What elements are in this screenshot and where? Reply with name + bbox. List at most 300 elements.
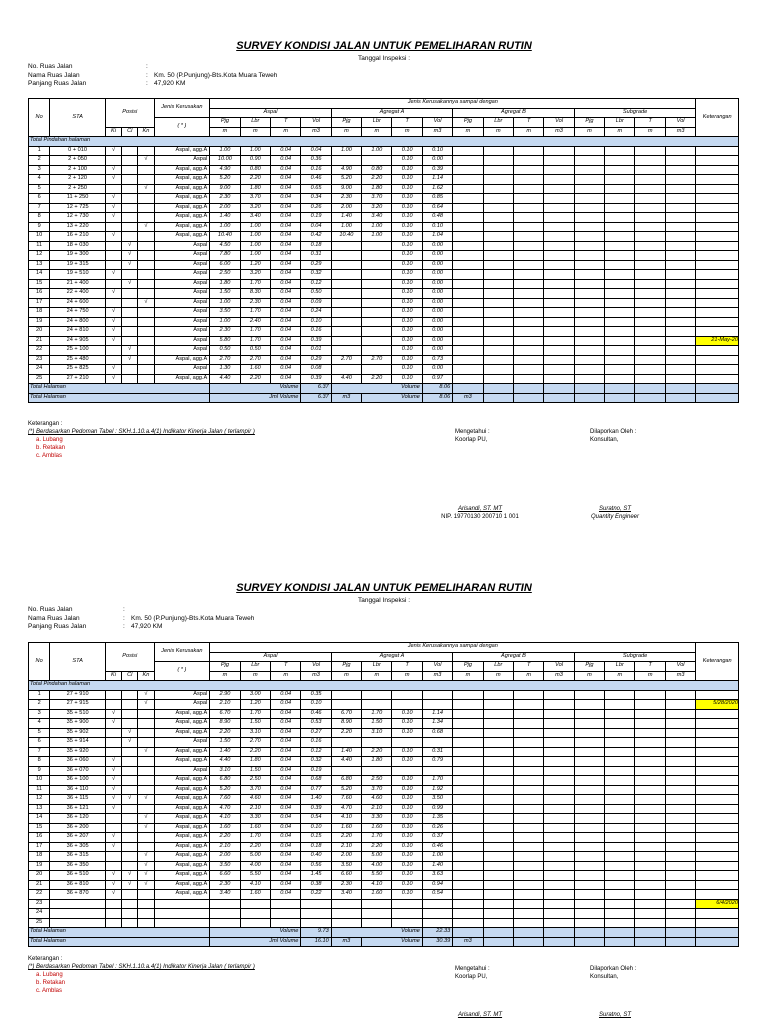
table-cell: 0.10: [392, 365, 422, 375]
table-cell: [453, 852, 483, 862]
table-cell: [105, 861, 121, 871]
table-row: [29, 776, 739, 786]
table-row: [29, 766, 739, 776]
table-cell: [574, 852, 604, 862]
table-cell: [574, 842, 604, 852]
table-cell: 0.10: [392, 241, 422, 251]
table-cell: [574, 918, 604, 928]
table-cell: [453, 776, 483, 786]
table-cell: 11: [29, 241, 50, 251]
koorlap-label: Koorlap PU,: [455, 974, 488, 980]
table-cell: 0.10: [392, 279, 422, 289]
table-cell: 36 + 120: [50, 814, 106, 824]
table-cell: 1.50: [210, 289, 240, 299]
table-cell: 10: [29, 776, 50, 786]
table-cell: 10.40: [331, 232, 361, 242]
table-cell: 0.04: [270, 156, 300, 166]
table-cell: [696, 814, 739, 824]
table-cell: 1.80: [210, 279, 240, 289]
table-cell: 0.04: [270, 365, 300, 375]
subcol-aspal-t: T: [270, 662, 300, 672]
table-cell: √: [138, 747, 154, 757]
table-cell: 2.20: [210, 833, 240, 843]
total-pindahan-label: Total Pindahan halaman: [29, 681, 739, 691]
table-cell: 1.80: [362, 184, 392, 194]
group-aspal: Aspal: [210, 652, 332, 662]
table-cell: [574, 728, 604, 738]
table-cell: 1.50: [240, 766, 270, 776]
table-cell: [665, 785, 696, 795]
table-cell: Aspal, agg.A: [154, 842, 210, 852]
posisi-cl: Cl: [122, 671, 138, 681]
table-cell: [422, 690, 452, 700]
table-cell: 6.60: [331, 871, 361, 881]
table-cell: 5.50: [362, 871, 392, 881]
table-cell: 2.40: [240, 317, 270, 327]
nama-ruas-label: Nama Ruas Jalan: [28, 614, 80, 622]
table-cell: [574, 833, 604, 843]
table-cell: [665, 861, 696, 871]
reporter-block: [590, 965, 636, 981]
table-cell: [453, 700, 483, 710]
table-cell: [122, 842, 138, 852]
table-cell: 2.00: [331, 203, 361, 213]
table-cell: [513, 880, 543, 890]
table-cell: 0.00: [422, 156, 452, 166]
table-cell: 0.04: [270, 833, 300, 843]
table-cell: 0.37: [422, 833, 452, 843]
table-cell: 19 + 315: [50, 260, 106, 270]
no-ruas-label: No. Ruas Jalan: [28, 606, 73, 613]
table-cell: [635, 890, 665, 900]
subcol-aspal-pjg: Pjg: [210, 662, 240, 672]
table-cell: [635, 795, 665, 805]
table-cell: 2.10: [240, 804, 270, 814]
table-cell: 0.00: [422, 336, 452, 346]
table-cell: 0.48: [422, 213, 452, 223]
subcol-agregat-a-pjg: Pjg: [331, 118, 361, 128]
table-cell: 4.10: [210, 814, 240, 824]
table-cell: Aspal: [154, 365, 210, 375]
unit-agregat-a-pjg: m: [331, 671, 361, 681]
unit-m3: m3: [331, 937, 361, 947]
table-cell: 0.10: [392, 852, 422, 862]
table-cell: 0.10: [392, 871, 422, 881]
table-cell: [665, 766, 696, 776]
table-cell: [105, 899, 121, 909]
mengetahui-label: Mengetahui :: [455, 966, 490, 972]
table-cell: 1.60: [240, 823, 270, 833]
table-cell: 1.04: [422, 232, 452, 242]
jml-volume-agregat: 8.06: [422, 393, 452, 403]
table-cell: 15: [29, 823, 50, 833]
table-cell: 1.50: [240, 719, 270, 729]
table-cell: [513, 776, 543, 786]
table-cell: 1.20: [240, 700, 270, 710]
table-cell: √: [105, 719, 121, 729]
table-cell: Aspal: [154, 251, 210, 261]
table-cell: [105, 814, 121, 824]
table-cell: 0.10: [392, 795, 422, 805]
table-cell: [513, 842, 543, 852]
table-cell: 2.10: [210, 700, 240, 710]
table-cell: 0.16: [301, 738, 331, 748]
table-cell: Aspal, agg.A: [154, 890, 210, 900]
table-cell: [483, 909, 513, 919]
table-cell: 1.00: [362, 146, 392, 156]
table-cell: √: [105, 833, 121, 843]
table-cell: 17: [29, 842, 50, 852]
subcol-agregat-a-pjg: Pjg: [331, 662, 361, 672]
table-cell: Aspal: [154, 327, 210, 337]
table-cell: √: [105, 327, 121, 337]
table-cell: 1.20: [240, 260, 270, 270]
unit-agregat-a-lbr: m: [362, 127, 392, 137]
table-cell: [362, 700, 392, 710]
table-cell: [574, 814, 604, 824]
table-cell: 0.10: [392, 842, 422, 852]
table-cell: [544, 880, 574, 890]
table-cell: 2.20: [362, 175, 392, 185]
table-cell: Aspal, agg.A: [154, 861, 210, 871]
table-cell: [331, 918, 361, 928]
table-cell: 24 + 905: [50, 336, 106, 346]
table-cell: 1.70: [240, 279, 270, 289]
table-cell: √: [138, 795, 154, 805]
table-cell: 1.70: [240, 336, 270, 346]
table-cell: [422, 766, 452, 776]
table-cell: 0.10: [392, 355, 422, 365]
posisi-kn: Kn: [138, 671, 154, 681]
table-cell: [122, 757, 138, 767]
table-cell: [635, 719, 665, 729]
table-cell: 1.00: [240, 241, 270, 251]
table-cell: 2.70: [240, 738, 270, 748]
table-cell: [665, 909, 696, 919]
table-cell: [122, 776, 138, 786]
table-cell: 0.19: [301, 766, 331, 776]
table-cell: 4.10: [362, 880, 392, 890]
table-cell: √: [105, 871, 121, 881]
table-cell: [362, 738, 392, 748]
table-cell: 0.04: [270, 241, 300, 251]
table-cell: √: [105, 776, 121, 786]
table-cell: √: [122, 241, 138, 251]
table-cell: [635, 842, 665, 852]
table-cell: Aspal: [154, 241, 210, 251]
posisi-ki: Ki: [105, 671, 121, 681]
table-cell: [635, 814, 665, 824]
table-cell: 0.27: [301, 728, 331, 738]
table-cell: Aspal: [154, 308, 210, 318]
approver-nip: NIP. 19770130 200710 1 001: [441, 514, 519, 520]
table-cell: [696, 766, 739, 776]
subcol-subgrade-lbr: Lbr: [605, 662, 635, 672]
unit-agregat-a-lbr: m: [362, 671, 392, 681]
table-cell: 1.60: [240, 890, 270, 900]
table-cell: [544, 937, 574, 947]
table-cell: [483, 833, 513, 843]
table-cell: 0.34: [301, 194, 331, 204]
table-cell: √: [105, 709, 121, 719]
table-cell: 4.90: [210, 165, 240, 175]
table-cell: [154, 918, 210, 928]
koorlap-label: Koorlap PU,: [455, 437, 488, 443]
unit-agregat-b-vol: m3: [544, 671, 574, 681]
table-cell: [574, 804, 604, 814]
table-cell: Aspal, agg.A: [154, 871, 210, 881]
table-cell: 0.04: [270, 728, 300, 738]
table-cell: 0.68: [301, 776, 331, 786]
table-cell: 9: [29, 222, 50, 232]
subcol-aspal-lbr: Lbr: [240, 662, 270, 672]
mengetahui-label: Mengetahui :: [455, 429, 490, 435]
subcol-subgrade-vol: Vol: [665, 118, 696, 128]
table-cell: 2 + 050: [50, 156, 106, 166]
table-cell: 0.32: [301, 270, 331, 280]
table-cell: [544, 804, 574, 814]
dilaporkan-label: Dilaporkan Oleh :: [590, 429, 637, 435]
table-cell: 27 + 910: [50, 690, 106, 700]
subcol-aspal-lbr: Lbr: [240, 118, 270, 128]
table-cell: 1.00: [362, 232, 392, 242]
unit-agregat-a-vol: m3: [422, 127, 452, 137]
table-cell: [635, 785, 665, 795]
table-cell: [544, 757, 574, 767]
table-cell: [392, 766, 422, 776]
group-agregat-b: Agregat B: [453, 108, 575, 118]
table-cell: [696, 757, 739, 767]
table-cell: 1.70: [240, 327, 270, 337]
table-cell: √: [122, 260, 138, 270]
total-halaman-label: Total Halaman: [29, 384, 210, 394]
table-cell: 0.04: [301, 222, 331, 232]
table-cell: [696, 804, 739, 814]
table-cell: [665, 728, 696, 738]
table-cell: [513, 795, 543, 805]
table-cell: 1.70: [240, 833, 270, 843]
table-cell: [605, 871, 635, 881]
table-cell: [331, 766, 361, 776]
table-cell: 0.00: [422, 298, 452, 308]
table-cell: 12 + 730: [50, 213, 106, 223]
table-cell: [483, 861, 513, 871]
table-cell: [665, 890, 696, 900]
table-cell: 5.20: [210, 785, 240, 795]
konsultan-label: Konsultan,: [590, 437, 619, 443]
table-cell: 2.50: [210, 270, 240, 280]
unit-subgrade-lbr: m: [605, 671, 635, 681]
table-cell: 0.10: [392, 232, 422, 242]
col-jenis: Jenis Kerusakan: [154, 99, 210, 118]
table-cell: 0.00: [422, 317, 452, 327]
table-cell: 5.00: [362, 852, 392, 862]
table-cell: 0.10: [392, 308, 422, 318]
table-cell: [544, 842, 574, 852]
table-cell: 36 + 315: [50, 852, 106, 862]
table-cell: 2.00: [210, 203, 240, 213]
table-cell: 0.04: [270, 747, 300, 757]
table-cell: 0.04: [270, 308, 300, 318]
table-cell: [635, 747, 665, 757]
legend-retakan: b. Retakan: [36, 980, 66, 986]
table-cell: 0.10: [301, 317, 331, 327]
table-cell: [138, 899, 154, 909]
table-cell: [696, 776, 739, 786]
table-cell: [105, 728, 121, 738]
table-cell: 36 + 100: [50, 776, 106, 786]
table-row: [29, 852, 739, 862]
table-cell: 1.40: [210, 213, 240, 223]
table-row: [29, 804, 739, 814]
total-pindahan-row: [29, 681, 739, 691]
unit-agregat-b-t: m: [513, 127, 543, 137]
table-cell: √: [105, 785, 121, 795]
table-cell: [696, 871, 739, 881]
total-volume-aspal: 6.37: [301, 384, 331, 394]
table-cell: 6.70: [331, 709, 361, 719]
table-cell: [635, 880, 665, 890]
table-cell: 5.80: [210, 336, 240, 346]
table-row: [29, 719, 739, 729]
table-cell: Aspal, agg.A: [154, 814, 210, 824]
table-cell: 1.70: [362, 833, 392, 843]
table-row: [29, 861, 739, 871]
table-cell: 1.80: [362, 757, 392, 767]
table-cell: 0.50: [240, 346, 270, 356]
table-cell: [574, 785, 604, 795]
table-cell: [544, 909, 574, 919]
table-cell: 19 + 300: [50, 251, 106, 261]
table-cell: Aspal: [154, 289, 210, 299]
table-cell: Aspal, agg.A: [154, 203, 210, 213]
table-cell: 24: [29, 365, 50, 375]
approver-block: [455, 965, 490, 981]
subcol-subgrade-vol: Vol: [665, 662, 696, 672]
subcol-agregat-a-t: T: [392, 662, 422, 672]
col-jenis-sampai: Jenis Kerusakannya sampai dengan: [210, 99, 696, 109]
table-cell: 25 + 100: [50, 346, 106, 356]
table-cell: 0.04: [270, 279, 300, 289]
table-cell: √: [138, 156, 154, 166]
table-cell: [138, 719, 154, 729]
table-cell: [138, 709, 154, 719]
total-volume-agregat: 22.33: [422, 928, 452, 938]
table-cell: √: [105, 757, 121, 767]
table-cell: 0.10: [392, 260, 422, 270]
table-cell: [513, 766, 543, 776]
table-cell: Aspal, agg.A: [154, 374, 210, 384]
table-cell: Aspal, agg.A: [154, 785, 210, 795]
table-cell: 0.04: [270, 719, 300, 729]
table-cell: 0.22: [301, 890, 331, 900]
table-cell: 0.10: [392, 317, 422, 327]
subcol-agregat-a-lbr: Lbr: [362, 662, 392, 672]
table-cell: [138, 842, 154, 852]
table-cell: 4: [29, 175, 50, 185]
page-title: SURVEY KONDISI JALAN UNTUK PEMELIHARAN RUTIN: [236, 582, 532, 594]
table-cell: [605, 766, 635, 776]
table-cell: 0.19: [301, 213, 331, 223]
table-cell: 1.14: [422, 175, 452, 185]
table-cell: 3.30: [362, 814, 392, 824]
colon: :: [146, 71, 148, 79]
table-cell: 3.40: [240, 213, 270, 223]
table-cell: 0.00: [422, 241, 452, 251]
table-cell: √: [122, 251, 138, 261]
table-cell: 0.00: [422, 365, 452, 375]
table-cell: Aspal, agg.A: [154, 747, 210, 757]
subcol-agregat-b-t: T: [513, 662, 543, 672]
group-agregat-a: Agregat A: [331, 652, 453, 662]
table-cell: [696, 709, 739, 719]
table-cell: √: [105, 203, 121, 213]
table-cell: [544, 833, 574, 843]
table-cell: 2.30: [210, 880, 240, 890]
posisi-kn: Kn: [138, 127, 154, 137]
table-cell: 3.50: [210, 861, 240, 871]
total-halaman-label: Total Halaman: [29, 393, 210, 403]
table-cell: [513, 937, 543, 947]
table-cell: 17: [29, 298, 50, 308]
table-cell: 1.35: [422, 814, 452, 824]
table-cell: [544, 823, 574, 833]
table-cell: [544, 738, 574, 748]
table-cell: 15: [29, 279, 50, 289]
table-cell: [665, 747, 696, 757]
table-cell: 0.10: [392, 757, 422, 767]
table-cell: [453, 690, 483, 700]
table-cell: 10.00: [210, 156, 240, 166]
table-cell: [138, 833, 154, 843]
table-cell: √: [138, 184, 154, 194]
table-cell: [635, 700, 665, 710]
group-agregat-a: Agregat A: [331, 108, 453, 118]
table-cell: [696, 861, 739, 871]
date-note: 5/28/2020: [696, 700, 739, 710]
table-cell: 6.00: [210, 260, 240, 270]
unit-subgrade-vol: m3: [665, 671, 696, 681]
table-cell: Aspal: [154, 346, 210, 356]
table-cell: 24 + 750: [50, 308, 106, 318]
table-cell: 0.85: [422, 194, 452, 204]
table-cell: 4.40: [331, 757, 361, 767]
table-cell: 0.12: [301, 279, 331, 289]
table-cell: 21 + 400: [50, 279, 106, 289]
table-cell: 0.24: [301, 308, 331, 318]
table-cell: 1.00: [240, 222, 270, 232]
table-cell: 2.10: [331, 842, 361, 852]
table-cell: [544, 899, 574, 909]
table-cell: [483, 804, 513, 814]
col-jenis-star: ( * ): [154, 118, 210, 137]
table-cell: 3.70: [362, 194, 392, 204]
table-cell: Aspal, agg.A: [154, 776, 210, 786]
table-cell: 0.16: [301, 327, 331, 337]
table-cell: [635, 918, 665, 928]
table-cell: [122, 785, 138, 795]
table-cell: 25 + 480: [50, 355, 106, 365]
table-cell: 9: [29, 766, 50, 776]
table-cell: 1.00: [422, 852, 452, 862]
table-cell: 4.10: [331, 814, 361, 824]
table-cell: Aspal, agg.A: [154, 194, 210, 204]
table-cell: [605, 880, 635, 890]
table-cell: √: [138, 222, 154, 232]
table-cell: 3.50: [422, 795, 452, 805]
table-cell: 1.40: [210, 747, 240, 757]
table-cell: 0.50: [301, 289, 331, 299]
